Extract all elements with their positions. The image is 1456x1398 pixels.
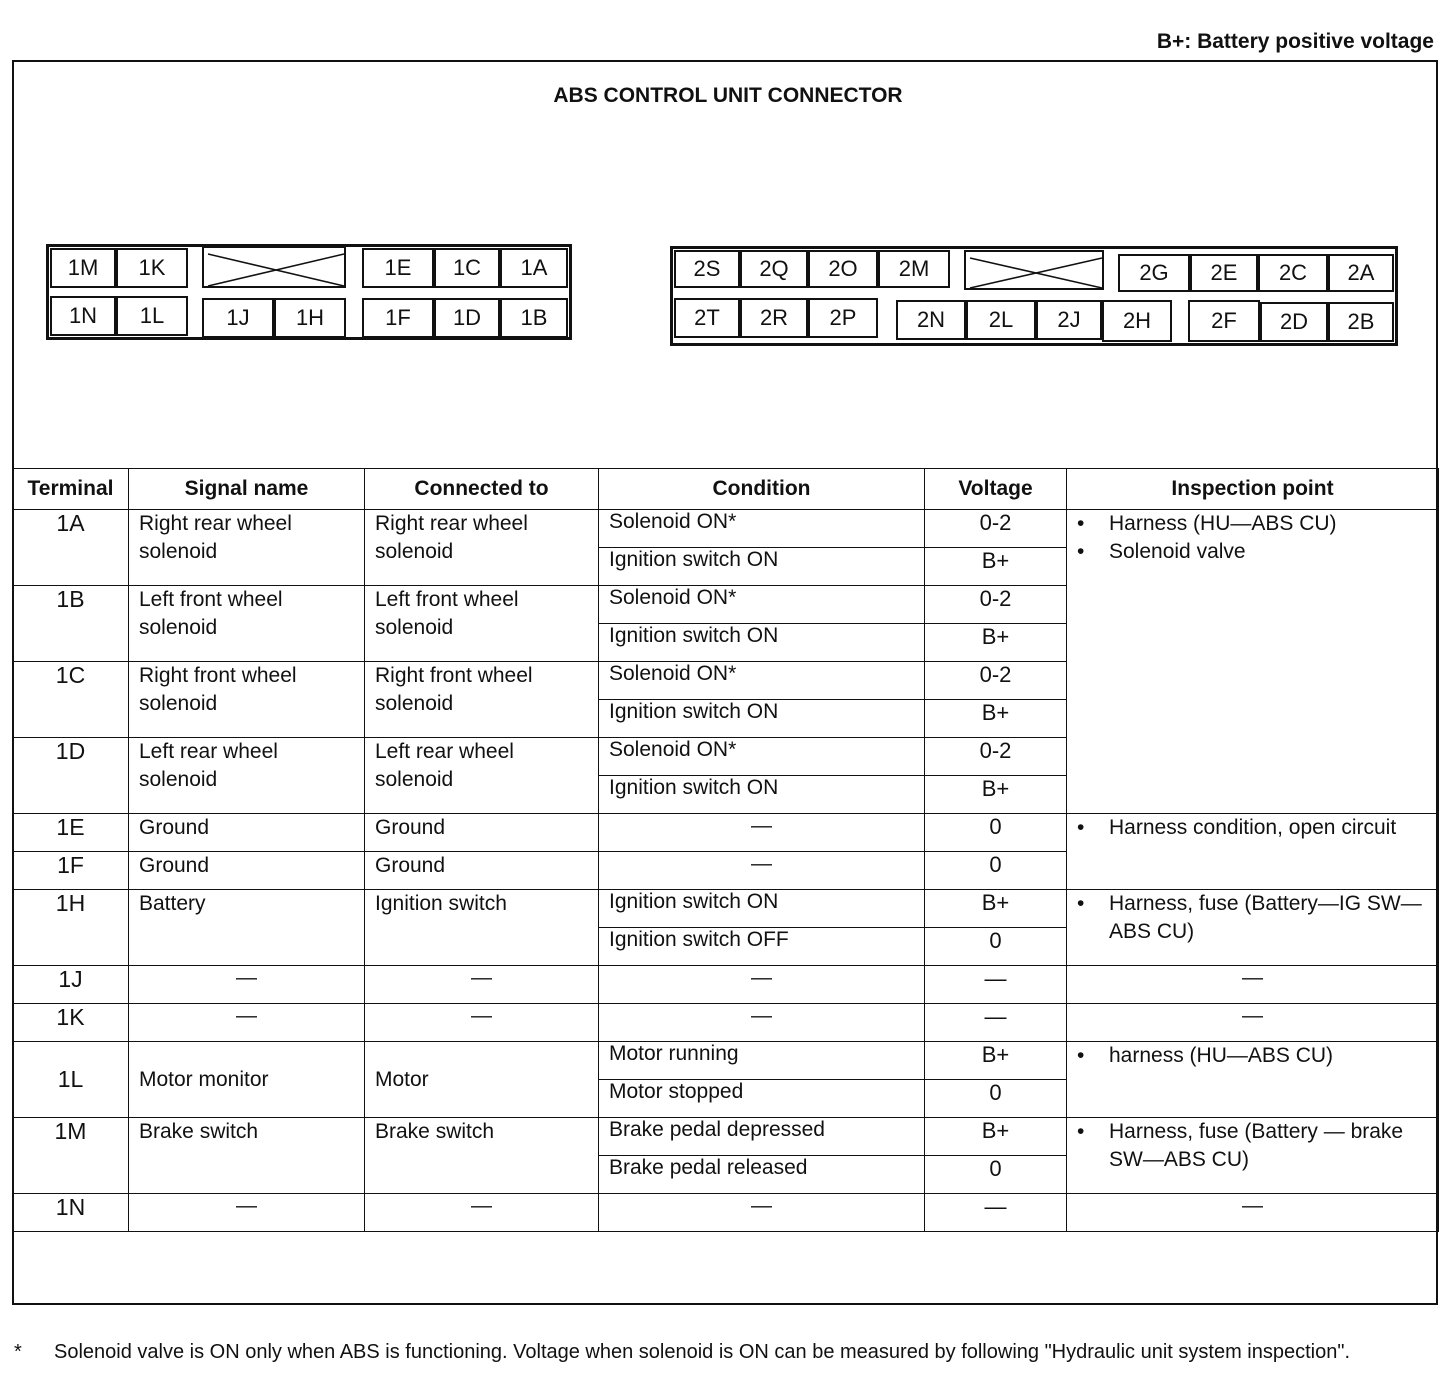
header-inspection-point: Inspection point [1067, 469, 1439, 510]
pin-2A: 2A [1328, 254, 1394, 292]
condition-cell: Motor running [599, 1042, 925, 1080]
bullet-icon: • [1077, 512, 1085, 535]
signal-cell: Ground [129, 852, 365, 890]
pin-2L: 2L [966, 300, 1036, 340]
list-item [1077, 814, 1428, 842]
pin-2R: 2R [740, 298, 808, 338]
terminal-cell: 1A [13, 510, 129, 586]
condition-cell: — [599, 1194, 925, 1232]
header-terminal: Terminal [13, 469, 129, 510]
terminal-cell: 1M [13, 1118, 129, 1194]
pin-2C: 2C [1258, 254, 1328, 292]
condition-cell: Ignition switch ON [599, 890, 925, 928]
voltage-cell: 0-2 [925, 510, 1067, 548]
pin-1B: 1B [500, 298, 568, 338]
voltage-cell: 0-2 [925, 738, 1067, 776]
pin-1A: 1A [500, 248, 568, 288]
pin-1F: 1F [362, 298, 434, 338]
connected-cell: Left front wheel solenoid [365, 586, 599, 662]
inspection-text: Harness condition, open circuit [1109, 816, 1397, 839]
voltage-cell: B+ [925, 890, 1067, 928]
voltage-cell: 0-2 [925, 662, 1067, 700]
condition-cell: Solenoid ON* [599, 510, 925, 548]
connected-cell: Motor [365, 1042, 599, 1118]
connected-cell: Right front wheel solenoid [365, 662, 599, 738]
voltage-cell: 0 [925, 852, 1067, 890]
inspection-cell [1067, 814, 1439, 890]
terminal-cell: 1K [13, 1004, 129, 1042]
header-voltage: Voltage [925, 469, 1067, 510]
pin-1J: 1J [202, 298, 274, 338]
pin-2D: 2D [1260, 302, 1328, 342]
blank-cavity [202, 246, 346, 288]
condition-cell: Solenoid ON* [599, 738, 925, 776]
signal-cell: Left rear wheel solenoid [129, 738, 365, 814]
terminal-cell: 1J [13, 966, 129, 1004]
connected-cell: Ground [365, 814, 599, 852]
bullet-icon: • [1077, 540, 1085, 563]
voltage-cell: B+ [925, 548, 1067, 586]
battery-voltage-legend: B+: Battery positive voltage [1156, 30, 1434, 53]
pin-1M: 1M [50, 248, 116, 288]
connected-cell: — [365, 966, 599, 1004]
signal-cell: Motor monitor [129, 1042, 365, 1118]
inspection-cell [1067, 1042, 1439, 1118]
inspection-text: Harness, fuse (Battery — brake SW—ABS CU) [1109, 1120, 1404, 1171]
list-item [1077, 510, 1428, 538]
condition-cell: Brake pedal released [599, 1156, 925, 1194]
condition-cell: — [599, 814, 925, 852]
voltage-cell: 0-2 [925, 586, 1067, 624]
voltage-cell: 0 [925, 1156, 1067, 1194]
footnote-mark: * [14, 1341, 22, 1363]
inspection-cell: — [1067, 1004, 1439, 1042]
condition-cell: — [599, 852, 925, 890]
pin-2E: 2E [1190, 254, 1258, 292]
pin-2N: 2N [896, 300, 966, 340]
signal-cell: Right rear wheel solenoid [129, 510, 365, 586]
condition-cell: Ignition switch ON [599, 624, 925, 662]
table-row [13, 510, 1439, 548]
pin-1H: 1H [274, 298, 346, 338]
inspection-cell [1067, 1118, 1439, 1194]
voltage-cell: — [925, 1004, 1067, 1042]
table-row [13, 1042, 1439, 1080]
header-condition: Condition [599, 469, 925, 510]
terminal-cell: 1D [13, 738, 129, 814]
terminal-cell: 1N [13, 1194, 129, 1232]
condition-cell: Solenoid ON* [599, 586, 925, 624]
inspection-cell: — [1067, 966, 1439, 1004]
pin-2P: 2P [808, 298, 878, 338]
connected-cell: — [365, 1004, 599, 1042]
table-row [13, 1004, 1439, 1042]
table-row [13, 1118, 1439, 1156]
pin-2T: 2T [674, 298, 740, 338]
terminal-cell: 1B [13, 586, 129, 662]
pin-1C: 1C [434, 248, 500, 288]
pin-1N: 1N [50, 296, 116, 336]
terminal-cell: 1C [13, 662, 129, 738]
condition-cell: Ignition switch ON [599, 776, 925, 814]
bullet-icon: • [1077, 1044, 1085, 1067]
table-row [13, 890, 1439, 928]
connected-cell: — [365, 1194, 599, 1232]
pin-1L: 1L [116, 296, 188, 336]
condition-cell: Brake pedal depressed [599, 1118, 925, 1156]
voltage-cell: B+ [925, 776, 1067, 814]
blank-cavity [964, 250, 1104, 290]
pin-2M: 2M [878, 250, 950, 288]
terminal-cell: 1H [13, 890, 129, 966]
connected-cell: Ground [365, 852, 599, 890]
connected-cell: Left rear wheel solenoid [365, 738, 599, 814]
header-connected-to: Connected to [365, 469, 599, 510]
cross-icon [204, 248, 348, 290]
connected-cell: Brake switch [365, 1118, 599, 1194]
header-signal-name: Signal name [129, 469, 365, 510]
voltage-cell: 0 [925, 928, 1067, 966]
voltage-cell: 0 [925, 814, 1067, 852]
inspection-text: harness (HU—ABS CU) [1109, 1044, 1334, 1067]
inspection-text: Harness (HU—ABS CU) [1109, 512, 1337, 535]
signal-cell: — [129, 1194, 365, 1232]
table-row [13, 966, 1439, 1004]
list-item [1077, 890, 1428, 946]
pin-2F: 2F [1188, 300, 1260, 342]
pin-2S: 2S [674, 250, 740, 288]
inspection-cell [1067, 510, 1439, 814]
inspection-text: Harness, fuse (Battery—IG SW—ABS CU) [1109, 892, 1422, 943]
table-row [13, 814, 1439, 852]
pin-1E: 1E [362, 248, 434, 288]
pin-2Q: 2Q [740, 250, 808, 288]
terminal-cell: 1E [13, 814, 129, 852]
terminal-table [12, 468, 1439, 1232]
voltage-cell: B+ [925, 700, 1067, 738]
inspection-cell [1067, 890, 1439, 966]
pin-2O: 2O [808, 250, 878, 288]
pin-2J: 2J [1036, 300, 1102, 340]
connected-cell: Right rear wheel solenoid [365, 510, 599, 586]
voltage-cell: — [925, 1194, 1067, 1232]
list-item [1077, 1118, 1428, 1174]
pin-2G: 2G [1118, 254, 1190, 292]
signal-cell: — [129, 1004, 365, 1042]
terminal-cell: 1L [13, 1042, 129, 1118]
voltage-cell: 0 [925, 1080, 1067, 1118]
condition-cell: Motor stopped [599, 1080, 925, 1118]
inspection-text: Solenoid valve [1109, 540, 1246, 563]
signal-cell: Left front wheel solenoid [129, 586, 365, 662]
voltage-cell: B+ [925, 1042, 1067, 1080]
connector-title: ABS CONTROL UNIT CONNECTOR [553, 84, 903, 107]
voltage-cell: — [925, 966, 1067, 1004]
condition-cell: — [599, 1004, 925, 1042]
pin-2B: 2B [1328, 302, 1394, 342]
voltage-cell: B+ [925, 1118, 1067, 1156]
footnote-text: Solenoid valve is ON only when ABS is functioning. Voltage when solenoid is ON can be measured by following "Hydraulic unit system inspection". [54, 1341, 1350, 1363]
bullet-icon: • [1077, 1120, 1085, 1143]
signal-cell: Brake switch [129, 1118, 365, 1194]
table-row [13, 1194, 1439, 1232]
bullet-icon: • [1077, 892, 1085, 915]
pin-1K: 1K [116, 248, 188, 288]
footnote [14, 1338, 1444, 1366]
signal-cell: Battery [129, 890, 365, 966]
list-item [1077, 1042, 1428, 1070]
condition-cell: Ignition switch ON [599, 700, 925, 738]
condition-cell: Ignition switch ON [599, 548, 925, 586]
condition-cell: — [599, 966, 925, 1004]
bullet-icon: • [1077, 816, 1085, 839]
terminal-cell: 1F [13, 852, 129, 890]
signal-cell: Right front wheel solenoid [129, 662, 365, 738]
voltage-cell: B+ [925, 624, 1067, 662]
pin-1D: 1D [434, 298, 500, 338]
list-item [1077, 538, 1428, 566]
signal-cell: — [129, 966, 365, 1004]
header-row [13, 469, 1439, 510]
inspection-cell: — [1067, 1194, 1439, 1232]
connected-cell: Ignition switch [365, 890, 599, 966]
signal-cell: Ground [129, 814, 365, 852]
pin-2H: 2H [1102, 300, 1172, 342]
cross-icon [966, 252, 1106, 292]
condition-cell: Ignition switch OFF [599, 928, 925, 966]
condition-cell: Solenoid ON* [599, 662, 925, 700]
